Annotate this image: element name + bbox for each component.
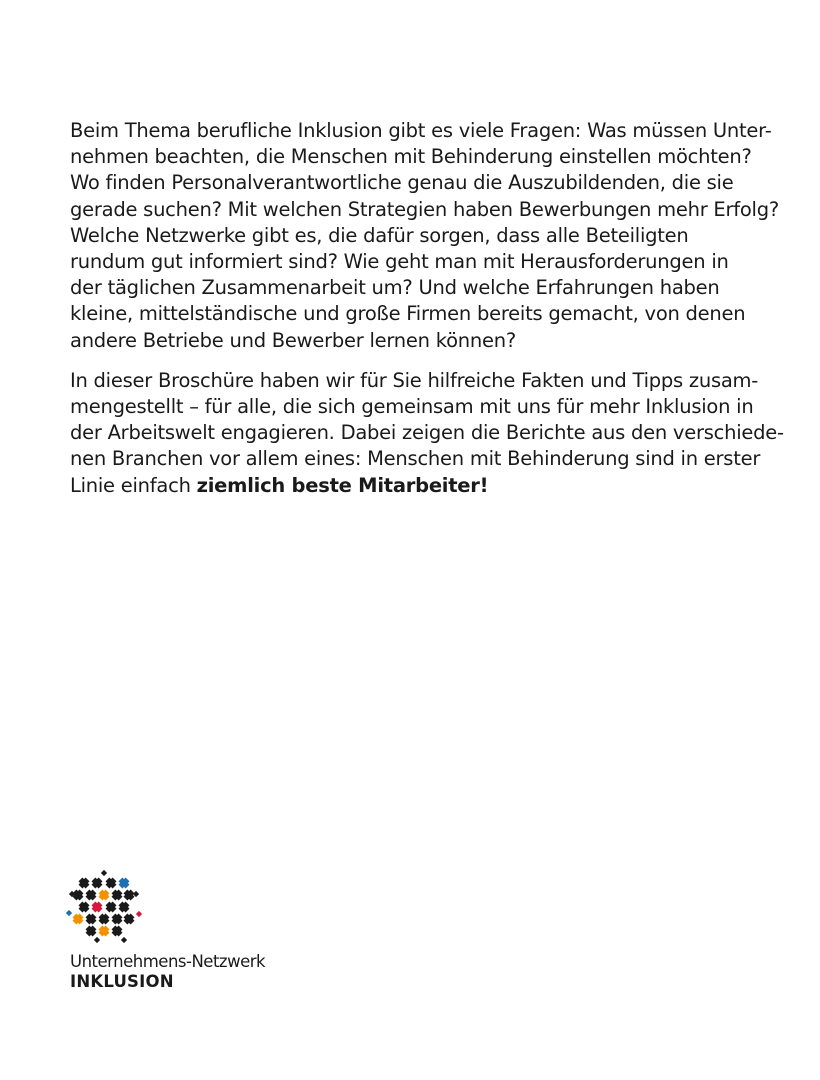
logo-dot	[66, 910, 72, 916]
text-line: andere Betriebe und Bewerber lernen können?	[70, 328, 516, 352]
logo-cross	[90, 900, 104, 914]
text-line: gerade suchen? Mit welchen Strategien haben Bewerbungen mehr Erfolg?	[70, 197, 779, 221]
logo-cross	[110, 888, 124, 902]
text-line: nen Branchen vor allem eines: Menschen mit Behinderung sind in erster	[70, 447, 761, 471]
logo-cross	[84, 888, 98, 902]
text-line: rundum gut informiert sind? Wie geht man mit Herausforderungen in	[70, 250, 729, 274]
logo-cross	[122, 912, 136, 926]
brochure-paragraph	[70, 368, 784, 499]
text-line: der täglichen Zusammenarbeit um? Und welche Erfahrungen haben	[70, 276, 720, 300]
logo-cross	[84, 912, 98, 926]
logo-cross	[97, 912, 111, 926]
logo-cross	[110, 912, 124, 926]
logo-cross	[84, 924, 98, 938]
logo-name: Unternehmens-Netzwerk	[70, 952, 266, 971]
logo-cross	[77, 900, 91, 914]
logo-dot	[136, 911, 142, 917]
text-line: In dieser Broschüre haben wir für Sie hilfreiche Fakten und Tipps zusam-	[70, 368, 759, 392]
logo-cross	[104, 900, 118, 914]
highlight-text: ziemlich beste Mitarbeiter!	[196, 473, 489, 497]
logo-cross	[110, 924, 124, 938]
text-line: mengestellt – für alle, die sich gemeinsam mit uns für mehr Inklusion in	[70, 395, 754, 419]
text-line: Welche Netzwerke gibt es, die dafür sorgen, dass alle Beteiligten	[70, 223, 689, 247]
logo-cross	[90, 876, 104, 890]
logo-cross	[104, 876, 118, 890]
text-line: kleine, mittelständische und große Firmen bereits gemacht, von denen	[70, 302, 746, 326]
text-line: Wo finden Personalverantwortliche genau die Auszubildenden, die sie	[70, 171, 734, 195]
logo-cross	[71, 912, 85, 926]
logo-cross	[97, 924, 111, 938]
logo-dot	[121, 937, 127, 943]
text-line-prefix: Linie einfach	[70, 473, 197, 497]
logo-tag: INKLUSION	[70, 972, 174, 991]
logo-cross	[97, 888, 111, 902]
network-cross-pattern-icon	[66, 868, 146, 944]
logo-cross	[77, 876, 91, 890]
text-line: der Arbeitswelt engagieren. Dabei zeigen die Berichte aus den verschiede-	[70, 421, 784, 445]
text-line: nehmen beachten, die Menschen mit Behinderung einstellen möchten?	[70, 145, 752, 169]
logo-dot	[101, 870, 107, 876]
logo-cross	[117, 900, 131, 914]
intro-paragraph	[70, 118, 779, 354]
logo-cross	[117, 876, 131, 890]
text-line: Beim Thema berufliche Inklusion gibt es viele Fragen: Was müssen Unter-	[70, 119, 772, 142]
logo-dot	[94, 937, 100, 943]
text-line-last	[70, 473, 754, 499]
body-text	[70, 118, 784, 513]
